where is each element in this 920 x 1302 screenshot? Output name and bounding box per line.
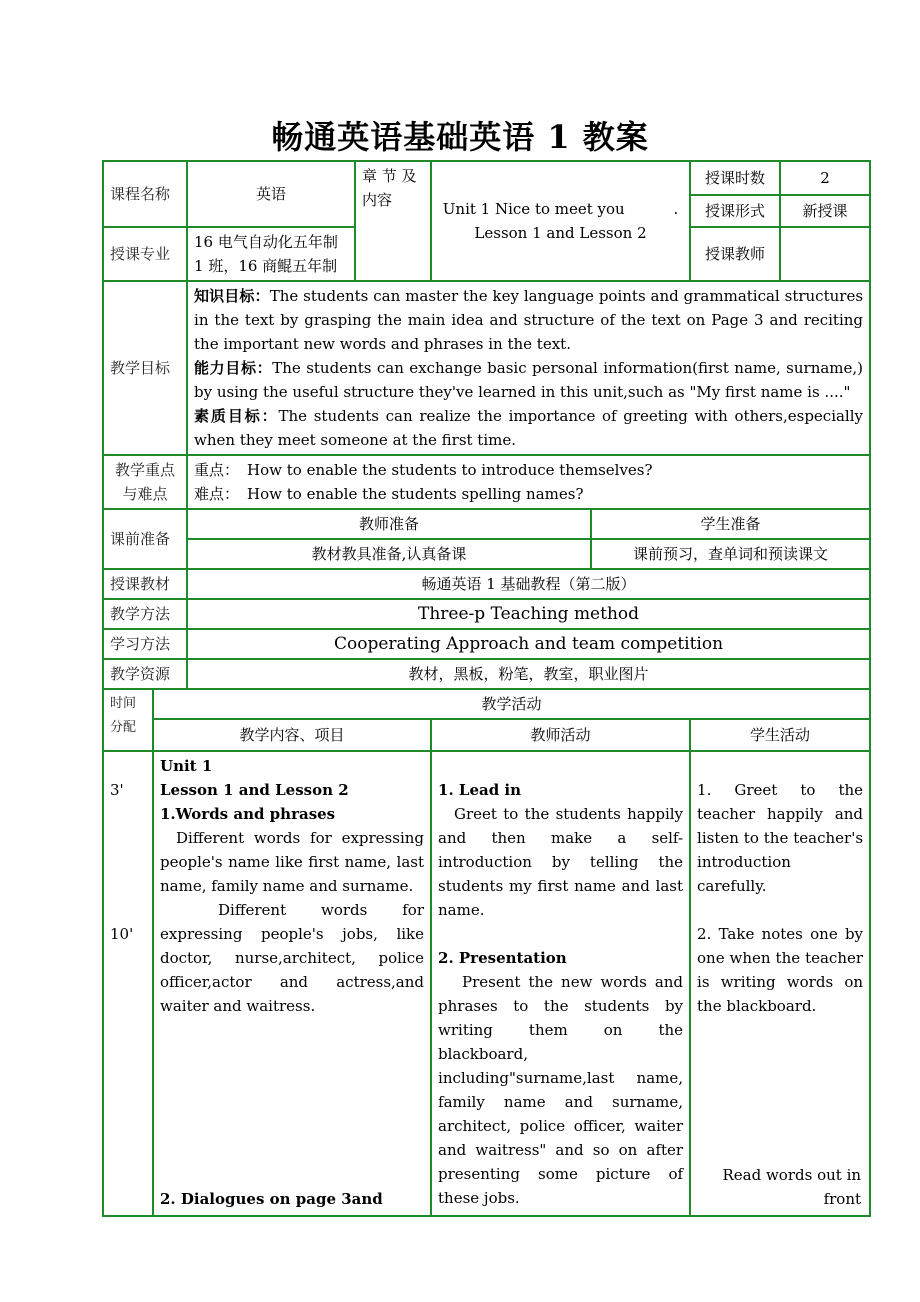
teacher-activity-column [431,751,690,1216]
col-content-head: 教学内容、项目 [153,719,431,751]
ability-text: The students can exchange basic personal information(first name, surname,) by using the useful structure they've learned in this unit,such as "My first name is ...." [194,359,864,401]
method-value: Three-p Teaching method [187,599,870,629]
objectives-label: 教学目标 [103,281,187,455]
time-allocation-label: 时间分配 [103,689,153,751]
method-label: 教学方法 [103,599,187,629]
course-name-label: 课程名称 [103,161,187,227]
form-value: 新授课 [780,195,870,227]
time-entry: 10' [110,925,134,943]
teacher-step-2-title: 2. Presentation [438,949,567,967]
teacher-label: 授课教师 [690,227,780,281]
student-step-1: 1. Greet to the teacher happily and listen to the teacher's introduction carefully. [697,781,864,895]
chapter-line-2: Lesson 1 and Lesson 2 [474,224,647,242]
form-label: 授课形式 [690,195,780,227]
lesson-plan-table [102,160,871,1217]
content-section-1-p2: Different words for expressing people's jobs, like doctor, nurse,architect, police officer,actor and actress,and waiter and waitress. [160,901,425,1015]
learning-value: Cooperating Approach and team competition [187,629,870,659]
key-points-content [187,455,870,509]
hours-value: 2 [780,161,870,195]
preparation-label: 课前准备 [103,509,187,569]
student-step-3: Read words out in front [722,1166,862,1208]
difficult-text: How to enable the students spelling names? [247,485,584,503]
resources-value: 教材，黑板，粉笔，教室，职业图片 [187,659,870,689]
teacher-step-1-text: Greet to the students happily and then make a self-introduction by telling the students my first name and last name. [438,805,684,919]
content-unit: Unit 1 [160,757,213,775]
teacher-step-2-text: Present the new words and phrases to the students by writing them on the blackboard, including"surname,last name, family name and surname, architect, police officer, waiter and waitress" and so on after presenting some picture of these jobs. [438,973,684,1207]
time-entry: 3' [110,781,124,799]
key-label: 重点： [194,461,240,479]
content-lessons: Lesson 1 and Lesson 2 [160,781,349,799]
teacher-prep: 教材教具准备,认真备课 [187,539,591,569]
student-activity-column [690,751,870,1216]
page-title: 畅通英语基础英语 1 教案 [271,118,649,156]
key-text: How to enable the students to introduce themselves? [247,461,653,479]
resources-label: 教学资源 [103,659,187,689]
ability-label: 能力目标： [194,359,273,377]
col-teacher-head: 教师活动 [431,719,690,751]
materials-label: 授课教材 [103,569,187,599]
chapter-dot: . [673,200,679,218]
quality-label: 素质目标： [194,407,279,425]
difficult-label: 难点： [194,485,240,503]
course-name-value: 英语 [187,161,355,227]
materials-value: 畅通英语 1 基础教程（第二版） [187,569,870,599]
quality-text: The students can realize the importance of greeting with others,especially when they meet someone at the first time. [194,407,864,449]
teacher-step-1-title: 1. Lead in [438,781,522,799]
chapter-label: 章 节 及 内容 [355,161,431,281]
teacher-value [780,227,870,281]
major-value: 16 电气自动化五年制 1 班，16 商鲲五年制 [187,227,355,281]
learning-label: 学习方法 [103,629,187,659]
content-column [153,751,431,1216]
chapter-line-1: Unit 1 Nice to meet you [442,200,625,218]
student-prep: 课前预习，查单词和预读课文 [591,539,870,569]
knowledge-text: The students can master the key language points and grammatical structures in the text by grasping the main idea and structure of the text on Page 3 and reciting the important new words and phrases in the text. [194,287,864,353]
objectives-content [187,281,870,455]
knowledge-label: 知识目标： [194,287,270,305]
student-step-2: 2. Take notes one by one when the teacher is writing words on the blackboard. [697,925,864,1015]
col-student-head: 学生活动 [690,719,870,751]
time-column [103,751,153,1216]
teacher-prep-head: 教师准备 [187,509,591,539]
content-section-1-title: 1.Words and phrases [160,805,336,823]
chapter-content [431,161,690,281]
content-section-1-p1: Different words for expressing people's name like first name, last name, family name and surname. [160,829,425,895]
student-prep-head: 学生准备 [591,509,870,539]
major-label: 授课专业 [103,227,187,281]
content-section-2-title: 2. Dialogues on page 3and [160,1190,383,1208]
hours-label: 授课时数 [690,161,780,195]
key-points-label: 教学重点与难点 [103,455,187,509]
activity-header: 教学活动 [153,689,870,719]
